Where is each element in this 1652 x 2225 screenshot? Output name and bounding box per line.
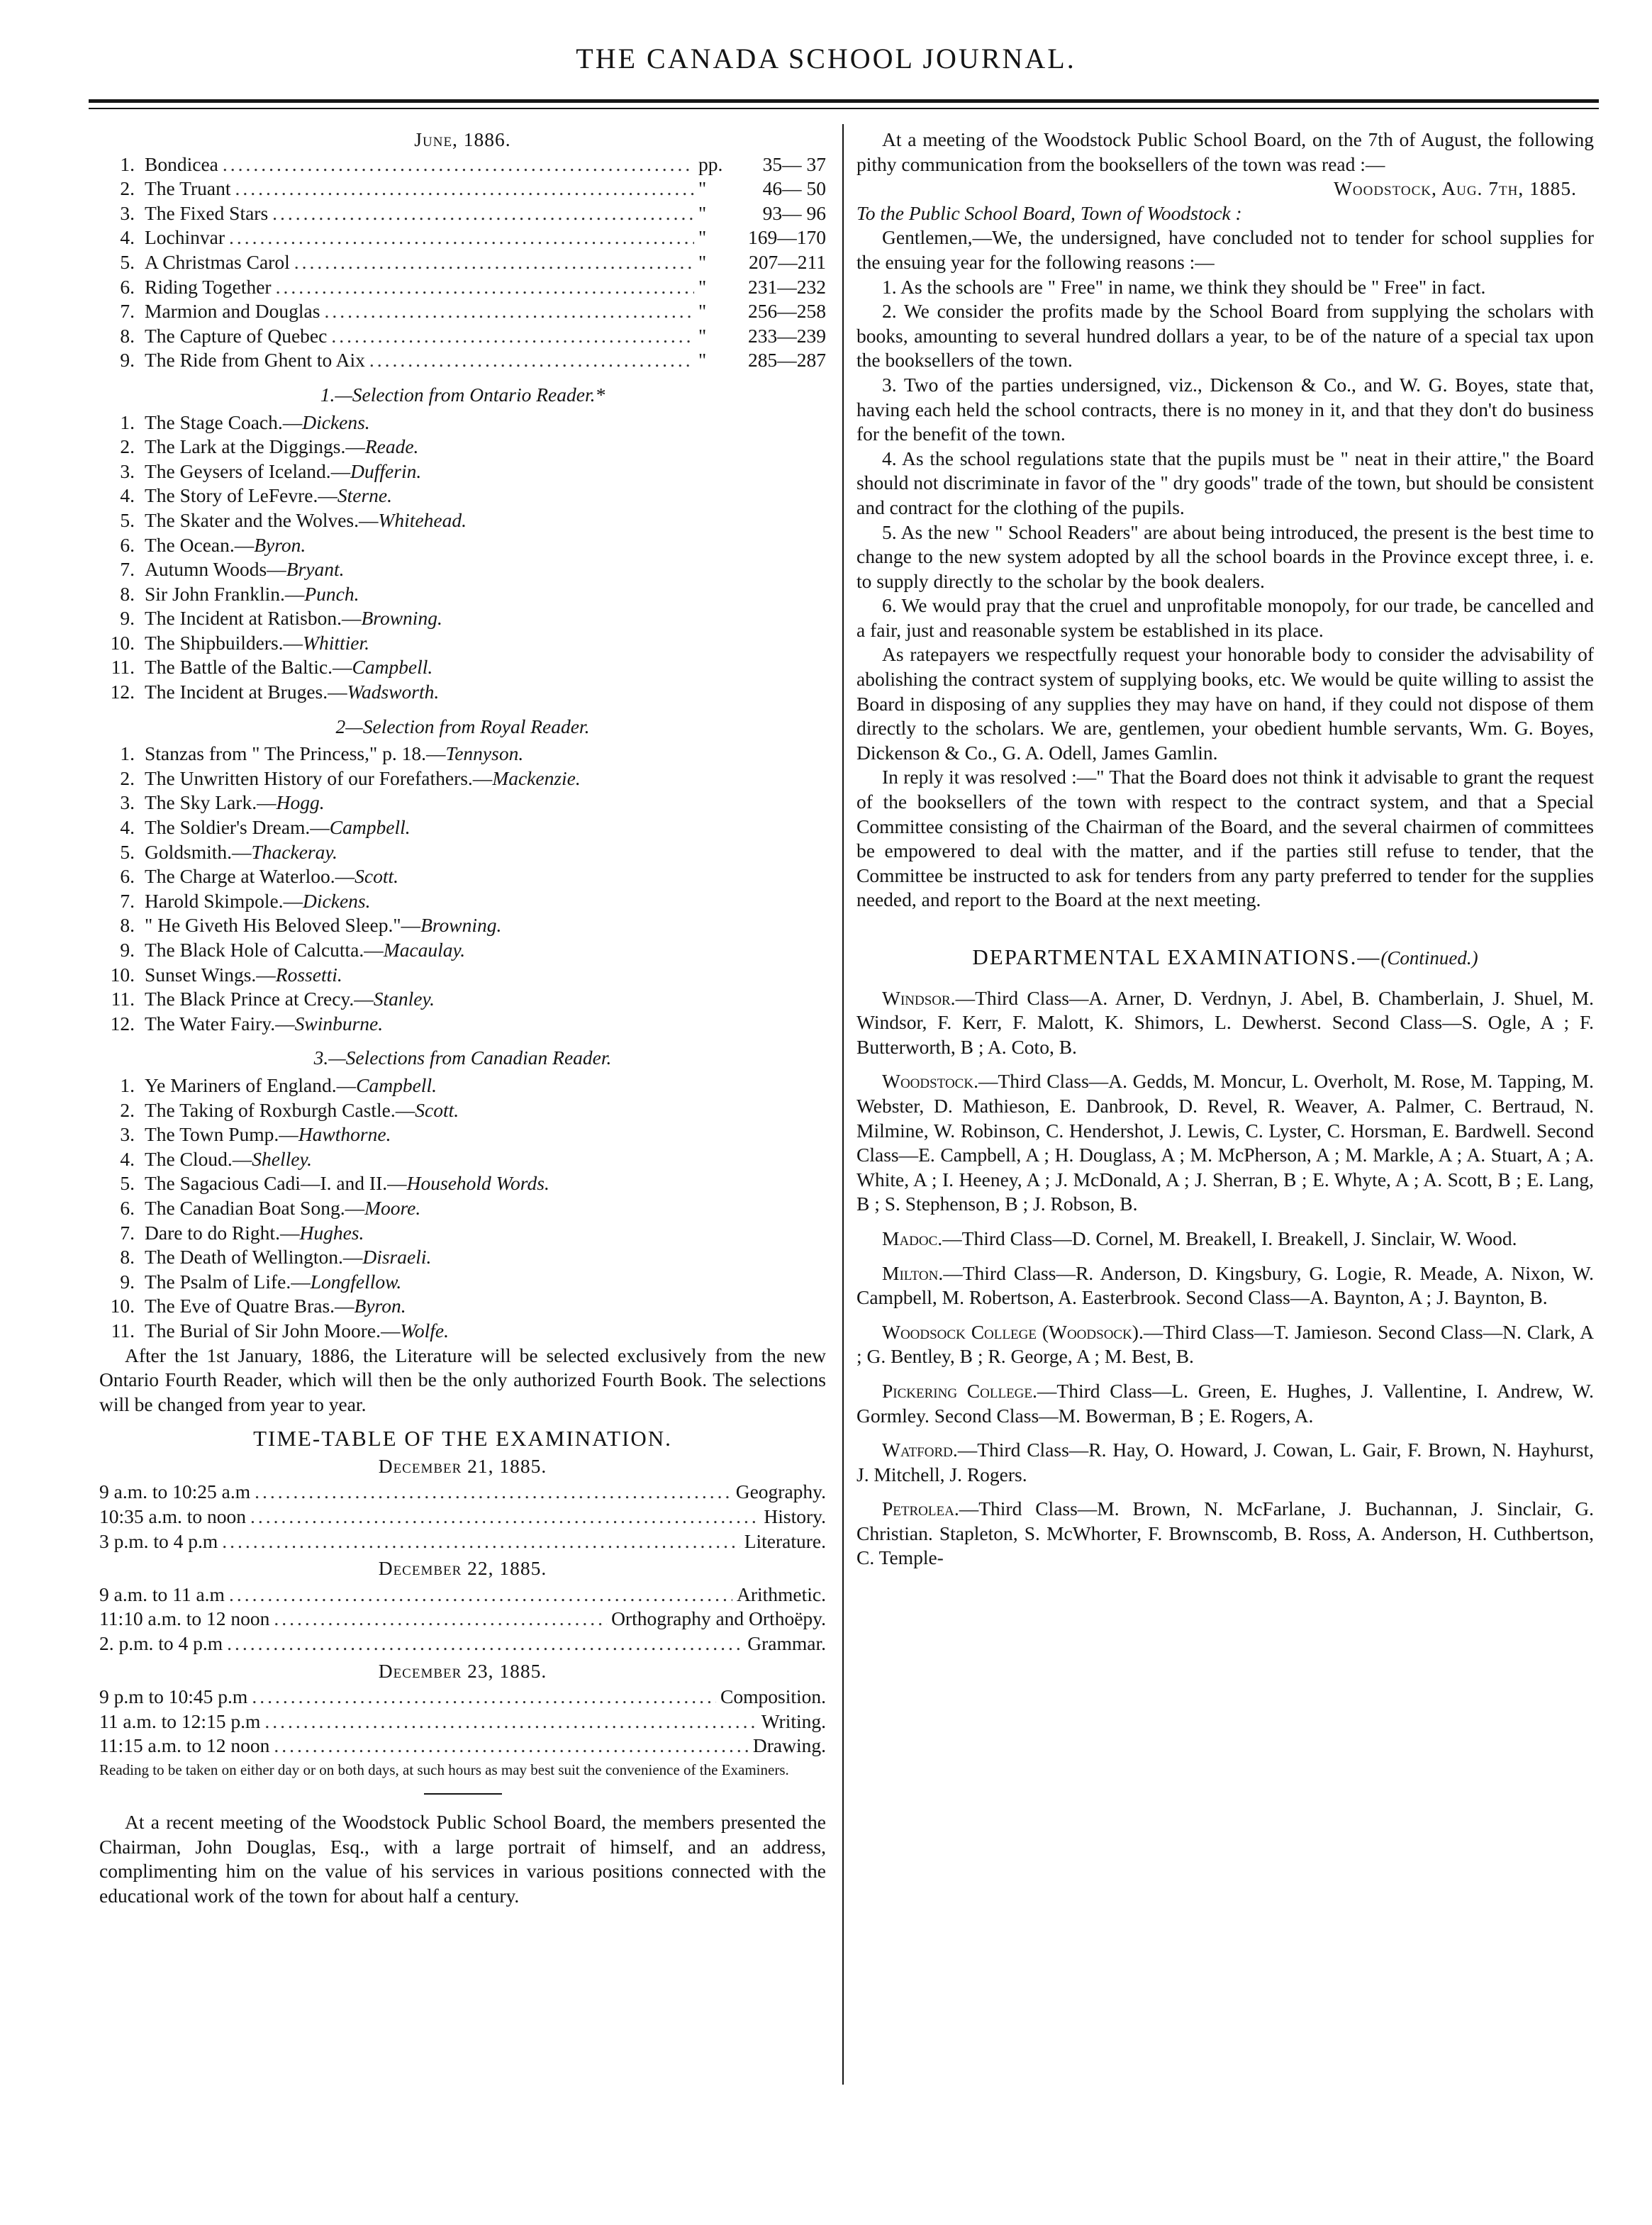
reason-paragraph: 1. As the schools are " Free" in name, we think they should be " Free" in fact. bbox=[882, 275, 1486, 298]
exam-entry: Woodsock College (Woodsock).—Third Class—T. Jamieson. Second Class—N. Clark, A ; G. Bentley, B ; R. George, A ; M. Best, B. bbox=[856, 1320, 1594, 1368]
toc-item: 4. Lochinvar ..... " 169—170 bbox=[99, 225, 826, 250]
header-rule-thin bbox=[89, 108, 1599, 109]
timetable-note: Reading to be taken on either day or on both days, at such hours as may best suit the convenience of the Examiners. bbox=[99, 1761, 789, 1778]
column-rule bbox=[842, 124, 844, 2085]
section1-heading: 1.—Selection from Ontario Reader.* bbox=[320, 383, 605, 406]
reason-paragraph: 5. As the new " School Readers" are about being introduced, the present is the best time to change to the new system adopted by all the school boards in the Province except three, i. e. to supply directly to the scholar by the book dealers. bbox=[856, 520, 1594, 592]
list-item: 11. The Black Prince at Crecy.—Stanley. bbox=[111, 988, 435, 1010]
list-item: 6. The Ocean.—Byron. bbox=[120, 533, 306, 556]
list-item: 5. The Sagacious Cadi—I. and II.—Household Words. bbox=[120, 1172, 549, 1195]
timetable-row: 9 p.m to 10:45 p.m ..... Composition. bbox=[99, 1685, 826, 1710]
toc-item: 2. The Truant ..... " 46— 50 bbox=[99, 177, 826, 201]
timetable-heading: TIME-TABLE OF THE EXAMINATION. bbox=[253, 1426, 672, 1451]
list-item: 4. The Soldier's Dream.—Campbell. bbox=[120, 816, 411, 839]
list-item: 9. The Psalm of Life.—Longfellow. bbox=[120, 1270, 402, 1293]
june-heading: June, 1886. bbox=[414, 128, 511, 150]
list-item: 2. The Lark at the Diggings.—Reade. bbox=[120, 435, 419, 458]
section-divider bbox=[424, 1793, 502, 1795]
section1-list bbox=[99, 411, 826, 705]
right-column bbox=[856, 128, 1594, 1571]
list-item: 10. Sunset Wings.—Rossetti. bbox=[110, 963, 342, 986]
list-item: 12. The Incident at Bruges.—Wadsworth. bbox=[110, 681, 440, 703]
exam-entry: Petrolea.—Third Class—M. Brown, N. McFarlane, J. Buchannan, J. Sinclair, G. Christian. Stapleton, S. McWhorter, F. Brownscomb, B. Ross, A. Anderson, H. Cuthbertson, C. Temple- bbox=[856, 1498, 1594, 1569]
list-item: 2. The Taking of Roxburgh Castle.—Scott. bbox=[120, 1098, 459, 1121]
list-item: 2. The Unwritten History of our Forefathers.—Mackenzie. bbox=[120, 766, 581, 789]
list-item: 1. Stanzas from " The Princess," p. 18.—Tennyson. bbox=[120, 742, 524, 765]
list-item: 8. The Death of Wellington.—Disraeli. bbox=[120, 1246, 432, 1268]
timetable-row: 2. p.m. to 4 p.m ..... Grammar. bbox=[99, 1632, 826, 1656]
list-item: 11. The Battle of the Baltic.—Campbell. bbox=[111, 656, 433, 679]
timetable-date: December 23, 1885. bbox=[378, 1659, 547, 1682]
exam-entry: Watford.—Third Class—R. Hay, O. Howard, J. Cowan, L. Gair, F. Brown, N. Hayhurst, J. Mitchell, J. Rogers. bbox=[856, 1439, 1594, 1485]
toc-item: 5. A Christmas Carol ..... " 207—211 bbox=[99, 250, 826, 275]
reason-paragraph: 3. Two of the parties undersigned, viz., Dickenson & Co., and W. G. Boyes, state that, having each held the school contracts, there is no money in it, and that they don't do business for the benefit of the town. bbox=[856, 373, 1594, 445]
masthead: THE CANADA SCHOOL JOURNAL. bbox=[576, 43, 1076, 74]
list-item: 4. The Cloud.—Shelley. bbox=[120, 1147, 313, 1170]
reason-paragraph: 6. We would pray that the cruel and unprofitable monopoly, for our trade, be cancelled and a fair, just and reasonable system be established in its place. bbox=[856, 594, 1594, 641]
board-intro: At a meeting of the Woodstock Public School Board, on the 7th of August, the following pithy communication from the booksellers of the town was read :— bbox=[856, 128, 1594, 175]
list-item: 6. The Canadian Boat Song.—Moore. bbox=[120, 1196, 421, 1219]
list-item: 12. The Water Fairy.—Swinburne. bbox=[110, 1012, 384, 1035]
toc-item: 7. Marmion and Douglas ..... " 256—258 bbox=[99, 299, 826, 324]
timetable-date: December 22, 1885. bbox=[378, 1557, 547, 1580]
timetable-row: 3 p.m. to 4 p.m ..... Literature. bbox=[99, 1529, 826, 1554]
exam-entry: Madoc.—Third Class—D. Cornel, M. Breakell, I. Breakell, J. Sinclair, W. Wood. bbox=[882, 1227, 1517, 1249]
list-item: 3. The Sky Lark.—Hogg. bbox=[120, 791, 325, 814]
list-item: 7. Harold Skimpole.—Dickens. bbox=[120, 889, 371, 912]
section3-heading: 3.—Selections from Canadian Reader. bbox=[313, 1047, 612, 1069]
literature-note: After the 1st January, 1886, the Literature will be selected exclusively from the new Ontario Fourth Reader, which will then be the only authorized Fourth Book. The selections will be changed from year to year. bbox=[99, 1344, 826, 1415]
letter-opening: Gentlemen,—We, the undersigned, have concluded not to tender for school supplies for the ensuing year for the following reasons :— bbox=[856, 226, 1594, 273]
exam-entry: Woodstock.—Third Class—A. Gedds, M. Moncur, L. Overholt, M. Rose, M. Tapping, M. Webster, D. Mathieson, E. Danbrook, D. Revel, R. Weaver, A. Palmer, C. Bertraud, N. Milmine, W. Robinson, C. Hendershot, J. Lewis, C. Lyster, C. Horsman, E. Bardwell. Second Class—E. Campbell, A ; H. Douglass, A ; M. McPherson, A ; M. Markle, A ; A. Stuart, A ; A. White, A ; I. Heeney, A ; J. McDonald, A ; J. Sherran, B ; E. Whyte, A ; A. Scott, B ; E. Lang, B ; S. Stephenson, B ; J. Robson, B. bbox=[856, 1070, 1594, 1215]
list-item: 3. The Geysers of Iceland.—Dufferin. bbox=[120, 459, 422, 482]
reason-paragraph: 4. As the school regulations state that the pupils must be " neat in their attire," the Board should not discriminate in favor of the " dry goods" trade of the town, but should be consistent and contract for the clothing of the pupils. bbox=[856, 447, 1594, 518]
list-item: 8. Sir John Franklin.—Punch. bbox=[120, 582, 359, 605]
list-item: 8. " He Giveth His Beloved Sleep."—Browning. bbox=[120, 914, 502, 937]
list-item: 5. The Skater and the Wolves.—Whitehead. bbox=[120, 508, 467, 531]
portrait-paragraph: At a recent meeting of the Woodstock Public School Board, the members presented the Chairman, John Douglas, Esq., with a large portrait of himself, and an address, complimenting him on the value of his services in various positions connected with the educational work of the town for about half a century. bbox=[99, 1811, 826, 1907]
exam-entry: Pickering College.—Third Class—L. Green, E. Hughes, J. Vallentine, I. Andrew, W. Gormley. Second Class—M. Bowerman, B ; E. Rogers, A. bbox=[856, 1379, 1594, 1427]
list-item: 7. Autumn Woods—Bryant. bbox=[120, 558, 345, 581]
ratepayers-paragraph: As ratepayers we respectfully request your honorable body to consider the advisability of abolishing the contract system of supplying books, etc. We would be quite willing to assist the Board in disposing of any supplies they may have on hand, if they could not dispose of them directly to the scholars. We are, gentlemen, your obedient humble servants, Wm. G. Boyes, Dickenson & Co., G. A. Odell, James Gamlin. bbox=[856, 643, 1594, 764]
timetable-row: 9 a.m. to 11 a.m ..... Arithmetic. bbox=[99, 1583, 826, 1607]
timetable-row: 11:15 a.m. to 12 noon ..... Drawing. bbox=[99, 1734, 826, 1758]
left-column bbox=[99, 128, 826, 1908]
exam-entry: Windsor.—Third Class—A. Arner, D. Verdnyn, J. Abel, B. Chamberlain, J. Shuel, M. Windsor, F. Kerr, F. Malott, K. Shimors, L. Dewherst. Second Class—S. Ogle, A ; F. Butterworth, B ; A. Coto, B. bbox=[856, 986, 1594, 1058]
exam-heading: DEPARTMENTAL EXAMINATIONS.—(Continued.) bbox=[972, 944, 1478, 969]
toc-item: 6. Riding Together ..... " 231—232 bbox=[99, 275, 826, 300]
list-item: 11. The Burial of Sir John Moore.—Wolfe. bbox=[111, 1319, 450, 1342]
list-item: 3. The Town Pump.—Hawthorne. bbox=[120, 1123, 391, 1146]
section2-heading: 2—Selection from Royal Reader. bbox=[335, 715, 590, 737]
section3-list bbox=[99, 1074, 826, 1344]
list-item: 7. Dare to do Right.—Hughes. bbox=[120, 1221, 364, 1244]
reply-paragraph: In reply it was resolved :—" That the Board does not think it advisable to grant the request of the booksellers of the town with respect to the contract system, and that a Special Committee consisting of the Chairman of the Board, and the several chairmen of committees be empowered to deal with the matter, and if the parties still refuse to tender, that the Committee be instructed to ask for tenders from any party preferred to tender for the supplies needed, and report to the Board at the next meeting. bbox=[856, 766, 1594, 911]
list-item: 5. Goldsmith.—Thackeray. bbox=[120, 840, 337, 863]
timetable-row: 10:35 a.m. to noon ..... History. bbox=[99, 1505, 826, 1529]
letter-salutation: To the Public School Board, Town of Woodstock : bbox=[856, 201, 1242, 224]
timetable-row: 9 a.m. to 10:25 a.m ..... Geography. bbox=[99, 1480, 826, 1505]
list-item: 9. The Black Hole of Calcutta.—Macaulay. bbox=[120, 939, 466, 961]
timetable-row: 11:10 a.m. to 12 noon ..... Orthography and Orthoëpy. bbox=[99, 1607, 826, 1632]
list-item: 9. The Incident at Ratisbon.—Browning. bbox=[120, 607, 442, 630]
list-item: 10. The Eve of Quatre Bras.—Byron. bbox=[110, 1295, 406, 1317]
list-item: 1. The Stage Coach.—Dickens. bbox=[120, 411, 370, 433]
letter-dateline: Woodstock, Aug. 7th, 1885. bbox=[1333, 177, 1577, 200]
reason-paragraph: 2. We consider the profits made by the School Board from supplying the scholars with books, amounting to several hundred dollars a year, to be of the nature of a special tax upon the booksellers of the town. bbox=[856, 300, 1594, 372]
list-item: 1. Ye Mariners of England.—Campbell. bbox=[120, 1074, 437, 1096]
timetable-row: 11 a.m. to 12:15 p.m ..... Writing. bbox=[99, 1710, 826, 1734]
toc-item: 1. Bondicea ..... pp. 35— 37 bbox=[99, 152, 826, 177]
toc-item: 8. The Capture of Quebec ..... " 233—239 bbox=[99, 324, 826, 349]
exam-entry: Milton.—Third Class—R. Anderson, D. Kingsbury, G. Logie, R. Meade, A. Nixon, W. Campbell, M. Robertson, A. Easterbrook. Second Class—A. Baynton, A ; J. Baynton, B. bbox=[856, 1261, 1594, 1309]
header-rule-thick bbox=[89, 99, 1599, 103]
list-item: 6. The Charge at Waterloo.—Scott. bbox=[120, 865, 398, 888]
section2-list bbox=[99, 742, 826, 1036]
toc-item: 9. The Ride from Ghent to Aix ..... " 285—287 bbox=[99, 348, 826, 373]
toc-list bbox=[99, 152, 826, 373]
list-item: 10. The Shipbuilders.—Whittier. bbox=[110, 631, 370, 654]
list-item: 4. The Story of LeFevre.—Sterne. bbox=[120, 484, 393, 507]
timetable-date: December 21, 1885. bbox=[378, 1454, 547, 1477]
toc-item: 3. The Fixed Stars ..... " 93— 96 bbox=[99, 201, 826, 226]
